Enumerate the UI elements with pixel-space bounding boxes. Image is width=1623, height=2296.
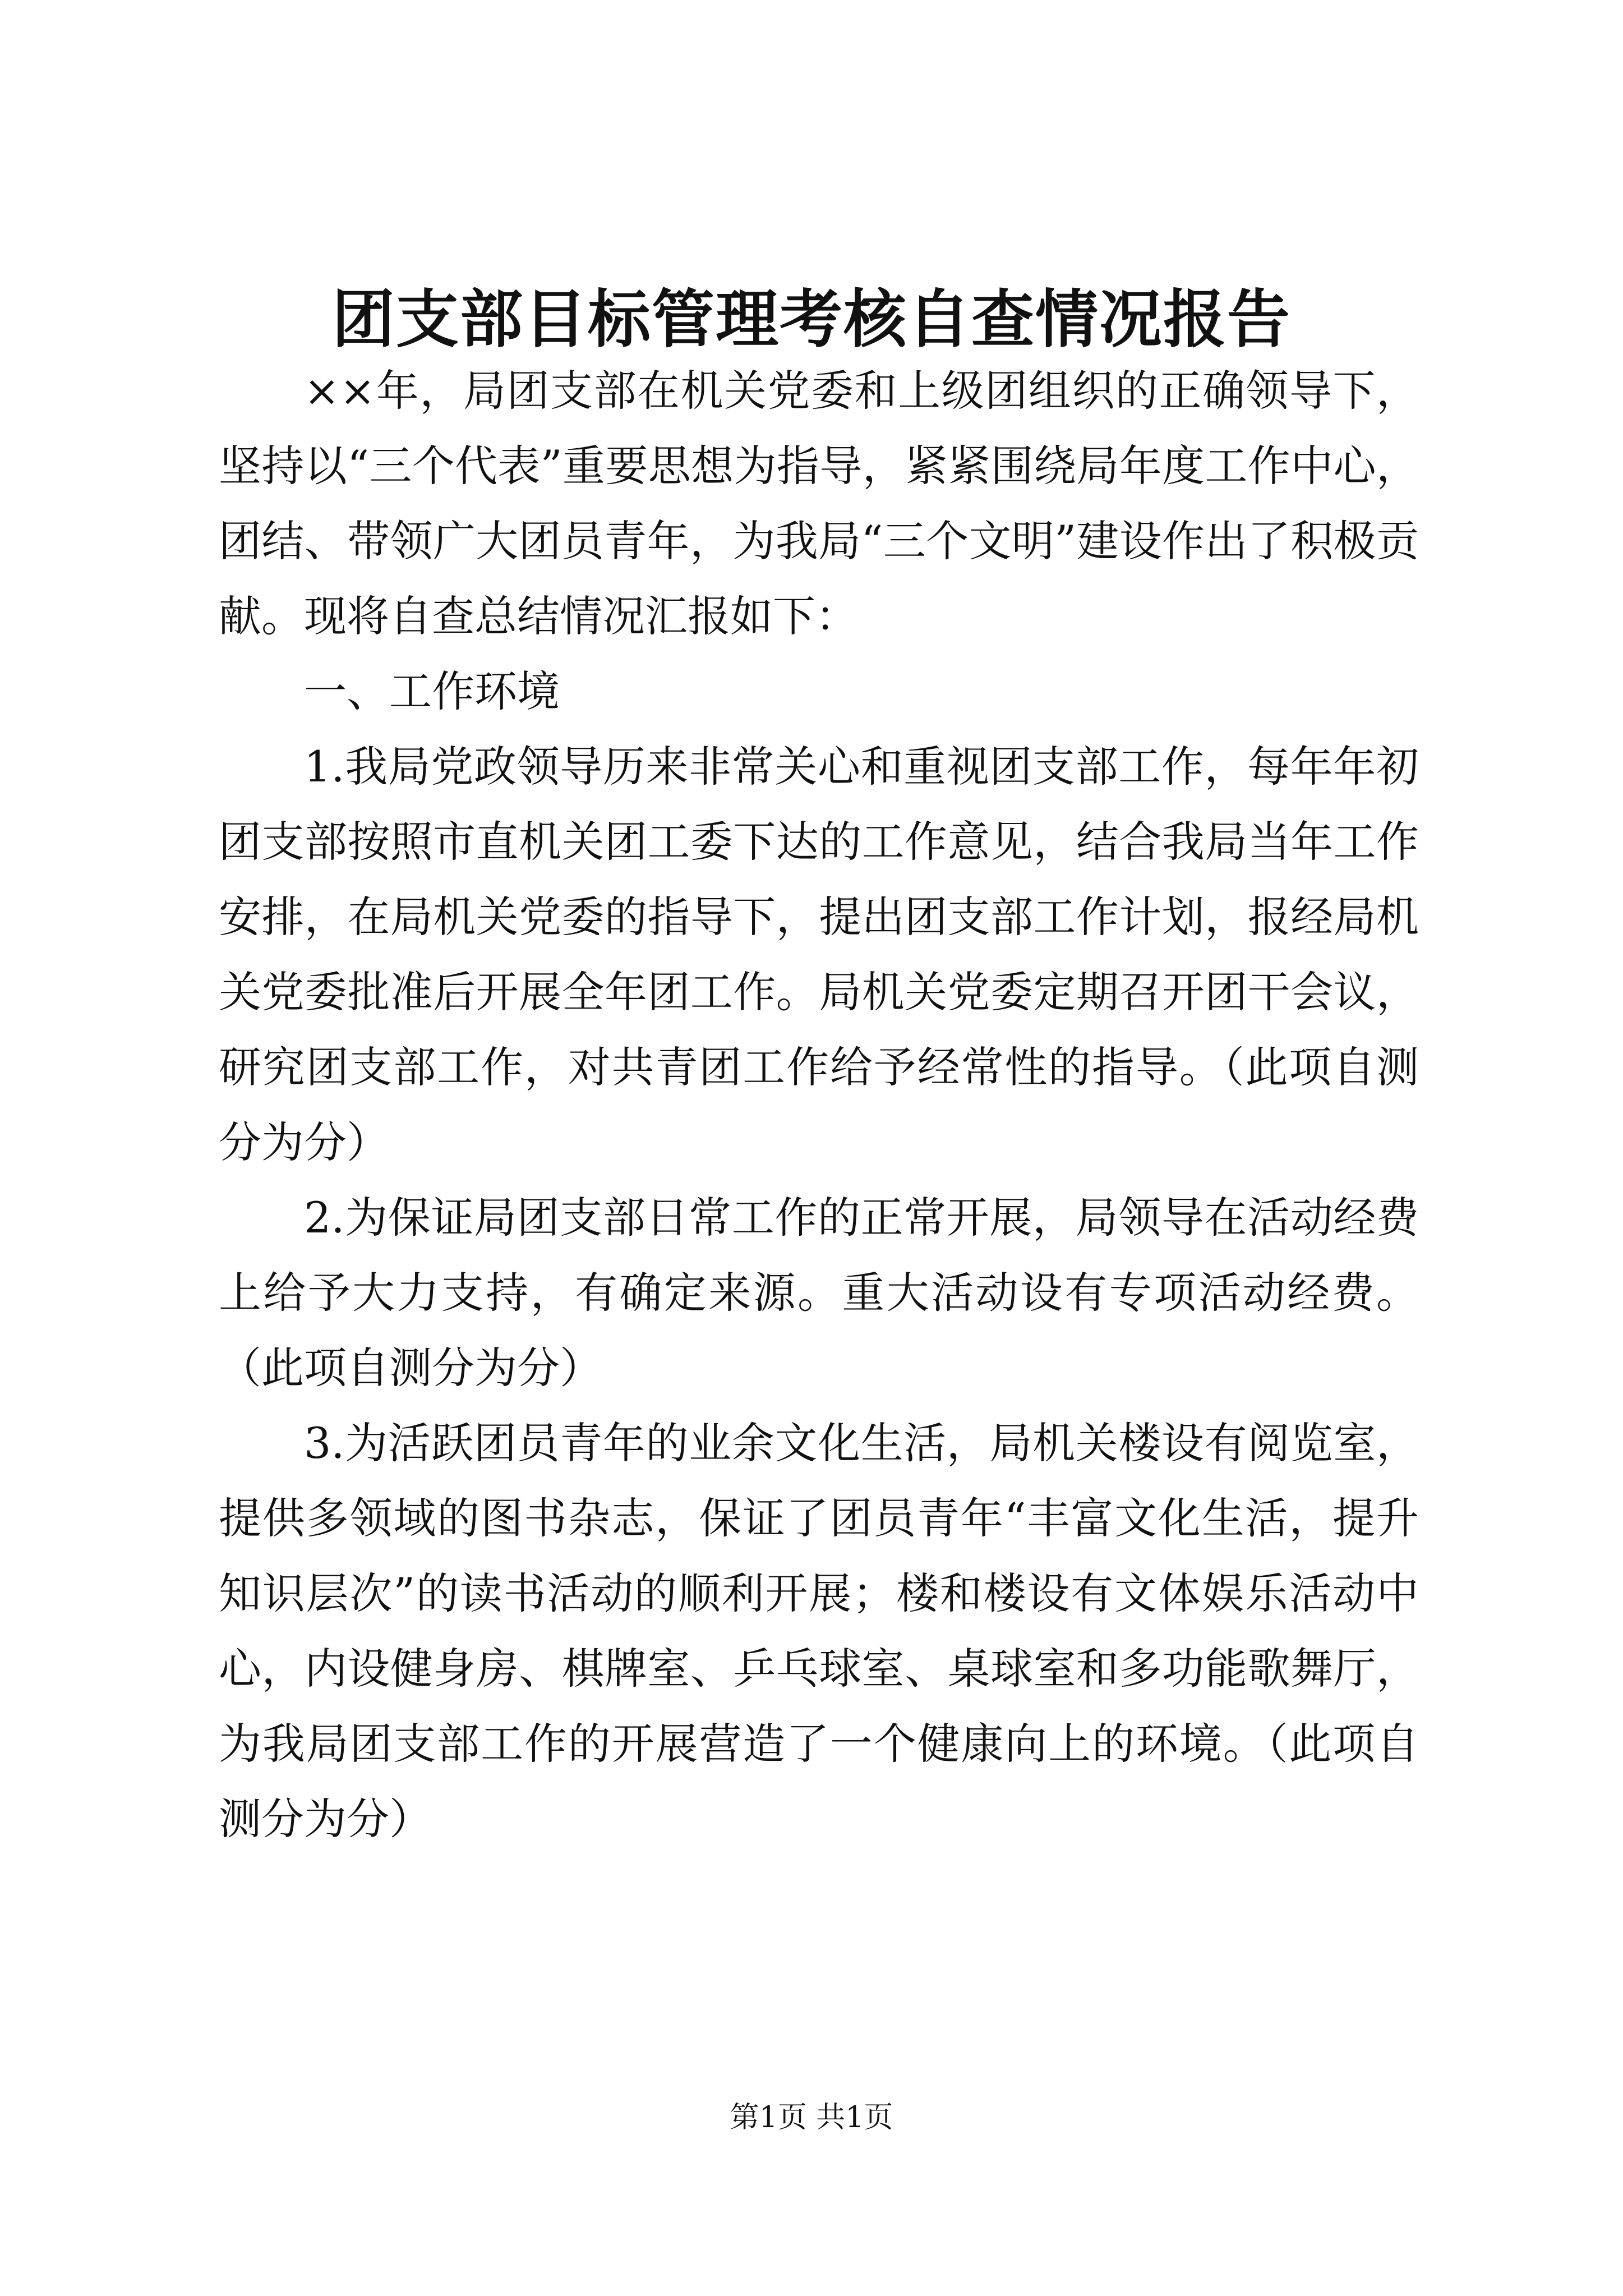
- paragraph-intro: ××年，局团支部在机关党委和上级团组织的正确领导下，坚持以“三个代表”重要思想为指导，紧紧围绕局年度工作中心，团结、带领广大团员青年，为我局“三个文明”建设作出了积极贡献。现将自查总结情况汇报如下：: [219, 366, 1419, 641]
- document-title: 团支部目标管理考核自查情况报告: [332, 283, 1291, 356]
- section-heading-work-environment: 一、工作环境: [304, 666, 560, 716]
- paragraph-item-1: 1.我局党政领导历来非常关心和重视团支部工作，每年年初团支部按照市直机关团工委下达的工作意见，结合我局当年工作安排，在局机关党委的指导下，提出团支部工作计划，报经局机关党委批准后开展全年团工作。局机关党委定期召开团干会议，研究团支部工作，对共青团工作给予经常性的指导。（此项自测分为分）: [219, 742, 1419, 1167]
- paragraph-item-3: 3.为活跃团员青年的业余文化生活，局机关楼设有阅览室，提供多领域的图书杂志，保证了团员青年“丰富文化生活，提升知识层次”的读书活动的顺利开展；楼和楼设有文体娱乐活动中心，内设健身房、棋牌室、乒乓球室、桌球室和多功能歌舞厅，为我局团支部工作的开展营造了一个健康向上的环境。（此项自测分为分）: [219, 1418, 1419, 1844]
- document-body: [219, 353, 1419, 1857]
- page-footer: 第1页 共1页: [730, 2101, 893, 2134]
- paragraph-item-2: 2.为保证局团支部日常工作的正常开展，局领导在活动经费上给予大力支持，有确定来源。重大活动设有专项活动经费。（此项自测分为分）: [219, 1193, 1419, 1393]
